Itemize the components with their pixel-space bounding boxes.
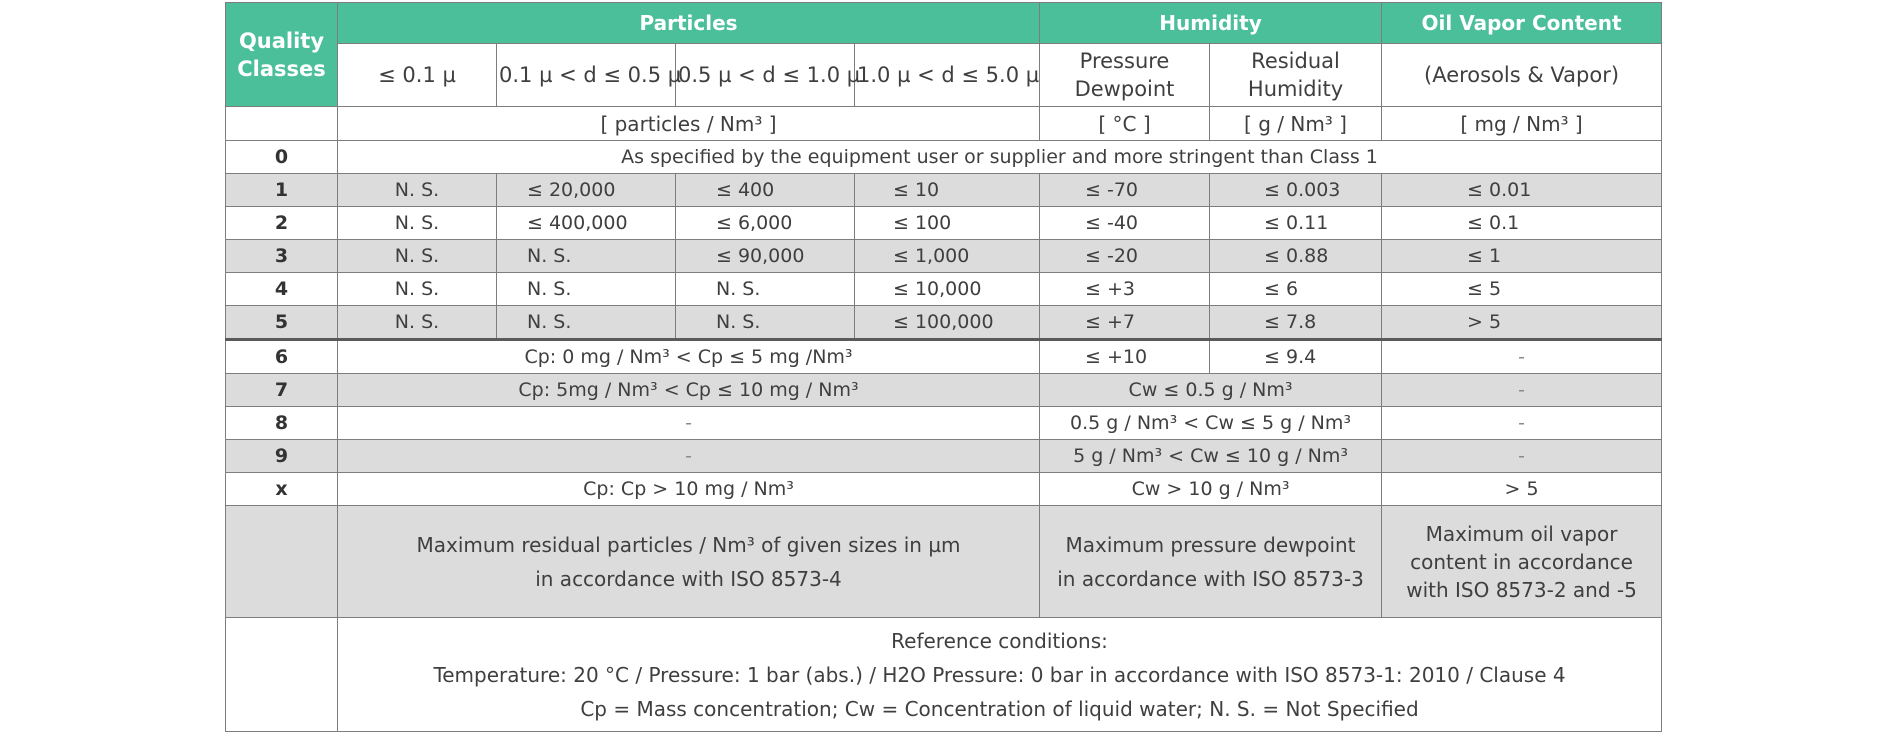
- class-label: x: [226, 473, 338, 506]
- class-label: 4: [226, 273, 338, 306]
- class-label: 0: [226, 141, 338, 174]
- particle-cell: ≤ 90,000: [676, 240, 855, 273]
- table-row-class-x: [226, 473, 1662, 506]
- particle-concentration-cell: -: [338, 440, 1040, 473]
- table-row-class-2: [226, 207, 1662, 240]
- table-row-class-0: [226, 141, 1662, 174]
- units-empty-cell: [226, 107, 338, 141]
- humidity-description-line-1: Maximum pressure dewpoint: [1065, 532, 1356, 557]
- humidity-cell: ≤ 0.003: [1210, 174, 1382, 207]
- humidity-cell: ≤ 9.4: [1210, 340, 1382, 374]
- oil-description: [1382, 506, 1662, 618]
- particle-cell: ≤ 10: [855, 174, 1040, 207]
- dewpoint-cell: ≤ -70: [1040, 174, 1210, 207]
- oil-description-line-2: content in accordance: [1410, 549, 1633, 574]
- reference-line-3: Cp = Mass concentration; Cw = Concentration of liquid water; N. S. = Not Specified: [580, 696, 1419, 721]
- particle-concentration-cell: Cp: 0 mg / Nm³ < Cp ≤ 5 mg /Nm³: [338, 340, 1040, 374]
- particle-concentration-cell: -: [338, 407, 1040, 440]
- table-row-class-1: [226, 174, 1662, 207]
- class-label: 7: [226, 374, 338, 407]
- oil-cell: ≤ 1: [1382, 240, 1662, 273]
- dewpoint-cell: ≤ -40: [1040, 207, 1210, 240]
- particles-description-line-1: Maximum residual particles / Nm³ of given sizes in µm: [416, 532, 961, 557]
- particle-cell: N. S.: [676, 306, 855, 340]
- particle-cell: ≤ 100,000: [855, 306, 1040, 340]
- particle-cell: ≤ 20,000: [497, 174, 676, 207]
- oil-cell: > 5: [1382, 306, 1662, 340]
- reference-conditions: [338, 618, 1662, 732]
- col-particle-size-2: 0.1 µ < d ≤ 0.5 µ: [497, 44, 676, 107]
- particle-cell: N. S.: [338, 273, 497, 306]
- oil-cell: -: [1382, 407, 1662, 440]
- water-concentration-cell: Cw > 10 g / Nm³: [1040, 473, 1382, 506]
- particle-cell: ≤ 400: [676, 174, 855, 207]
- particles-description: [338, 506, 1040, 618]
- table-row-class-8: [226, 407, 1662, 440]
- oil-vapor-header: Oil Vapor Content: [1382, 3, 1662, 44]
- oil-cell: -: [1382, 440, 1662, 473]
- oil-description-line-1: Maximum oil vapor: [1425, 521, 1618, 546]
- humidity-cell: ≤ 0.11: [1210, 207, 1382, 240]
- col-particle-size-4: 1.0 µ < d ≤ 5.0 µ: [855, 44, 1040, 107]
- water-concentration-cell: 0.5 g / Nm³ < Cw ≤ 5 g / Nm³: [1040, 407, 1382, 440]
- particle-cell: N. S.: [338, 174, 497, 207]
- particle-cell: N. S.: [497, 273, 676, 306]
- reference-line-1: Reference conditions:: [891, 628, 1108, 653]
- water-concentration-cell: 5 g / Nm³ < Cw ≤ 10 g / Nm³: [1040, 440, 1382, 473]
- oil-cell: > 5: [1382, 473, 1662, 506]
- col-particle-size-3: 0.5 µ < d ≤ 1.0 µ: [676, 44, 855, 107]
- quality-classes-header: [226, 3, 338, 107]
- reference-line-2: Temperature: 20 °C / Pressure: 1 bar (abs.) / H2O Pressure: 0 bar in accordance with ISO 8573-1: 2010 / Clause 4: [433, 662, 1566, 687]
- humidity-description-line-2: in accordance with ISO 8573-3: [1057, 566, 1364, 591]
- oil-cell: ≤ 0.01: [1382, 174, 1662, 207]
- particles-header: Particles: [338, 3, 1040, 44]
- dewpoint-cell: ≤ -20: [1040, 240, 1210, 273]
- unit-particles: [ particles / Nm³ ]: [338, 107, 1040, 141]
- quality-classes-label: Quality Classes: [237, 28, 326, 81]
- class-label: 2: [226, 207, 338, 240]
- humidity-description: [1040, 506, 1382, 618]
- class-label: 9: [226, 440, 338, 473]
- particle-cell: N. S.: [497, 306, 676, 340]
- col-pressure-dewpoint: [1040, 44, 1210, 107]
- table-row-class-9: [226, 440, 1662, 473]
- humidity-header: Humidity: [1040, 3, 1382, 44]
- particle-cell: N. S.: [338, 207, 497, 240]
- particles-description-line-2: in accordance with ISO 8573-4: [535, 566, 842, 591]
- col-aerosols-vapor: (Aerosols & Vapor): [1382, 44, 1662, 107]
- humidity-cell: ≤ 7.8: [1210, 306, 1382, 340]
- table-row-class-7: [226, 374, 1662, 407]
- unit-pressure-dewpoint: [ °C ]: [1040, 107, 1210, 141]
- dewpoint-cell: ≤ +7: [1040, 306, 1210, 340]
- class-label: 8: [226, 407, 338, 440]
- col-pressure-dewpoint-label: Pressure Dewpoint: [1074, 49, 1175, 101]
- description-row: [226, 506, 1662, 618]
- humidity-cell: ≤ 6: [1210, 273, 1382, 306]
- class-label: 6: [226, 340, 338, 374]
- particle-cell: ≤ 400,000: [497, 207, 676, 240]
- water-concentration-cell: Cw ≤ 0.5 g / Nm³: [1040, 374, 1382, 407]
- particle-cell: N. S.: [676, 273, 855, 306]
- iso-8573-table-container: [225, 2, 1661, 732]
- units-row: [226, 107, 1662, 141]
- table-row-class-4: [226, 273, 1662, 306]
- class-label: 5: [226, 306, 338, 340]
- particle-cell: ≤ 100: [855, 207, 1040, 240]
- reference-row: [226, 618, 1662, 732]
- col-residual-humidity: [1210, 44, 1382, 107]
- particle-cell: ≤ 6,000: [676, 207, 855, 240]
- particle-cell: N. S.: [338, 240, 497, 273]
- table-row-class-3: [226, 240, 1662, 273]
- humidity-cell: ≤ 0.88: [1210, 240, 1382, 273]
- class-0-description: As specified by the equipment user or supplier and more stringent than Class 1: [338, 141, 1662, 174]
- description-empty-cell: [226, 506, 338, 618]
- dewpoint-cell: ≤ +10: [1040, 340, 1210, 374]
- reference-empty-cell: [226, 618, 338, 732]
- header-row-columns: [226, 44, 1662, 107]
- col-particle-size-1: ≤ 0.1 µ: [338, 44, 497, 107]
- unit-oil-vapor: [ mg / Nm³ ]: [1382, 107, 1662, 141]
- particle-cell: N. S.: [497, 240, 676, 273]
- oil-cell: ≤ 0.1: [1382, 207, 1662, 240]
- header-row-groups: [226, 3, 1662, 44]
- oil-description-line-3: with ISO 8573-2 and -5: [1406, 577, 1637, 602]
- unit-residual-humidity: [ g / Nm³ ]: [1210, 107, 1382, 141]
- table-row-class-5: [226, 306, 1662, 340]
- class-label: 3: [226, 240, 338, 273]
- particle-concentration-cell: Cp: Cp > 10 mg / Nm³: [338, 473, 1040, 506]
- particle-cell: N. S.: [338, 306, 497, 340]
- table-row-class-6: [226, 340, 1662, 374]
- dewpoint-cell: ≤ +3: [1040, 273, 1210, 306]
- oil-cell: -: [1382, 340, 1662, 374]
- col-residual-humidity-label: Residual Humidity: [1247, 49, 1344, 101]
- particle-cell: ≤ 10,000: [855, 273, 1040, 306]
- particle-concentration-cell: Cp: 5mg / Nm³ < Cp ≤ 10 mg / Nm³: [338, 374, 1040, 407]
- oil-cell: ≤ 5: [1382, 273, 1662, 306]
- particle-cell: ≤ 1,000: [855, 240, 1040, 273]
- class-label: 1: [226, 174, 338, 207]
- iso-8573-quality-classes-table: [225, 2, 1662, 732]
- oil-cell: -: [1382, 374, 1662, 407]
